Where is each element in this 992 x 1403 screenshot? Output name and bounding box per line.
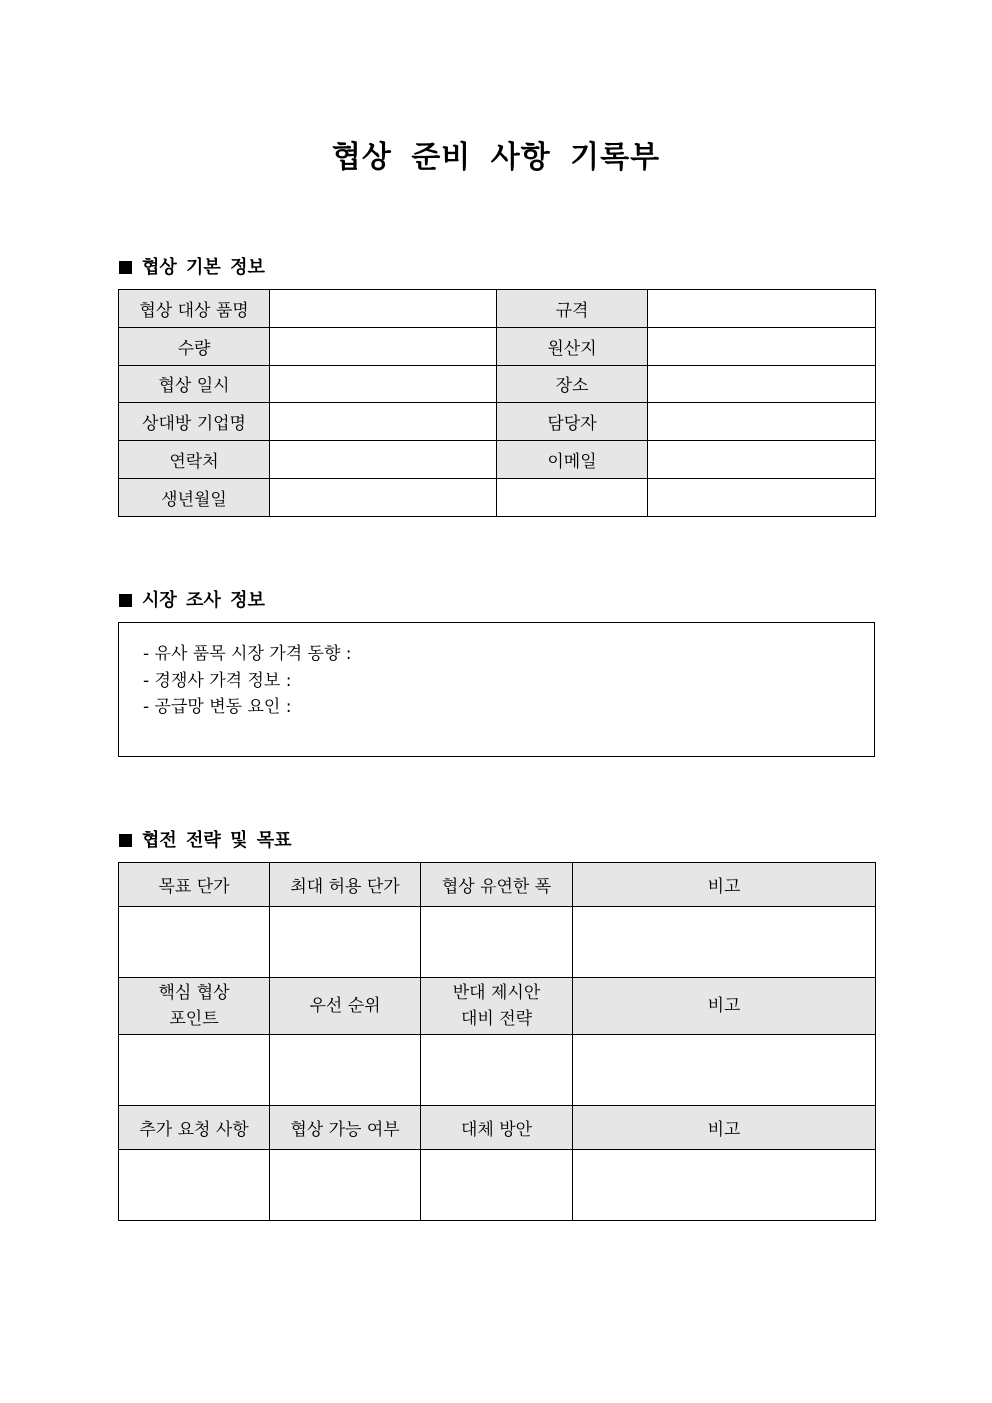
header-cell: 우선 순위 xyxy=(270,978,421,1035)
market-line: - 유사 품목 시장 가격 동향 : xyxy=(143,644,352,664)
input-cell[interactable] xyxy=(270,907,421,978)
value-cell-place[interactable] xyxy=(648,365,876,403)
header-cell: 반대 제시안 대비 전략 xyxy=(421,978,573,1035)
header-cell: 최대 허용 단가 xyxy=(270,863,421,907)
table-row xyxy=(119,1150,876,1221)
label-cell: 협상 대상 품명 xyxy=(119,290,270,328)
input-cell[interactable] xyxy=(119,1035,270,1106)
header-cell: 목표 단가 xyxy=(119,863,270,907)
label-cell: 이메일 xyxy=(497,441,648,479)
page-title: 협상 준비 사항 기록부 xyxy=(331,140,661,175)
label-cell: 상대방 기업명 xyxy=(119,403,270,441)
empty-cell xyxy=(497,478,648,516)
market-research-box[interactable] xyxy=(118,622,875,757)
value-cell-datetime[interactable] xyxy=(270,365,497,403)
section-heading-basic: 협상 기본 정보 xyxy=(119,253,265,279)
value-cell-contact-person[interactable] xyxy=(648,403,876,441)
label-cell: 연락처 xyxy=(119,441,270,479)
market-line: - 경쟁사 가격 정보 : xyxy=(143,670,292,691)
label-cell: 협상 일시 xyxy=(119,365,270,403)
input-cell[interactable] xyxy=(573,1035,876,1106)
input-cell[interactable] xyxy=(270,1150,421,1221)
label-cell: 담당자 xyxy=(497,403,648,441)
header-cell: 추가 요청 사항 xyxy=(119,1106,270,1150)
value-cell-spec[interactable] xyxy=(648,290,876,328)
input-cell[interactable] xyxy=(573,1150,876,1221)
value-cell-item-name[interactable] xyxy=(270,290,497,328)
table-row xyxy=(119,1106,876,1150)
empty-cell[interactable] xyxy=(648,478,876,516)
input-cell[interactable] xyxy=(421,907,573,978)
table-row xyxy=(119,365,876,403)
label-cell: 생년월일 xyxy=(119,478,270,516)
basic-info-table xyxy=(118,289,876,517)
square-bullet-icon xyxy=(119,261,132,274)
table-row xyxy=(119,327,876,365)
input-cell[interactable] xyxy=(119,907,270,978)
table-row xyxy=(119,863,876,907)
header-cell: 대체 방안 xyxy=(421,1106,573,1150)
section-heading-strategy: 협전 전략 및 목표 xyxy=(119,826,292,852)
input-cell[interactable] xyxy=(270,1035,421,1106)
square-bullet-icon xyxy=(119,834,132,847)
section-heading-market: 시장 조사 정보 xyxy=(119,586,265,612)
table-row xyxy=(119,478,876,516)
header-cell: 협상 유연한 폭 xyxy=(421,863,573,907)
label-cell: 장소 xyxy=(497,365,648,403)
value-cell-company[interactable] xyxy=(270,403,497,441)
market-line: - 공급망 변동 요인 : xyxy=(143,697,292,717)
header-cell: 비고 xyxy=(573,978,876,1035)
header-cell: 핵심 협상 포인트 xyxy=(119,978,270,1035)
input-cell[interactable] xyxy=(119,1150,270,1221)
input-cell[interactable] xyxy=(421,1035,573,1106)
label-cell: 수량 xyxy=(119,327,270,365)
strategy-table xyxy=(118,862,876,1221)
table-row xyxy=(119,290,876,328)
value-cell-quantity[interactable] xyxy=(270,327,497,365)
table-row xyxy=(119,441,876,479)
input-cell[interactable] xyxy=(573,907,876,978)
header-cell: 비고 xyxy=(573,863,876,907)
table-row xyxy=(119,403,876,441)
square-bullet-icon xyxy=(119,594,132,607)
table-row xyxy=(119,978,876,1035)
table-row xyxy=(119,1035,876,1106)
header-cell: 협상 가능 여부 xyxy=(270,1106,421,1150)
label-cell: 원산지 xyxy=(497,327,648,365)
table-row xyxy=(119,907,876,978)
label-cell: 규격 xyxy=(497,290,648,328)
header-cell: 비고 xyxy=(573,1106,876,1150)
value-cell-email[interactable] xyxy=(648,441,876,479)
value-cell-origin[interactable] xyxy=(648,327,876,365)
input-cell[interactable] xyxy=(421,1150,573,1221)
value-cell-phone[interactable] xyxy=(270,441,497,479)
value-cell-birthdate[interactable] xyxy=(270,478,497,516)
